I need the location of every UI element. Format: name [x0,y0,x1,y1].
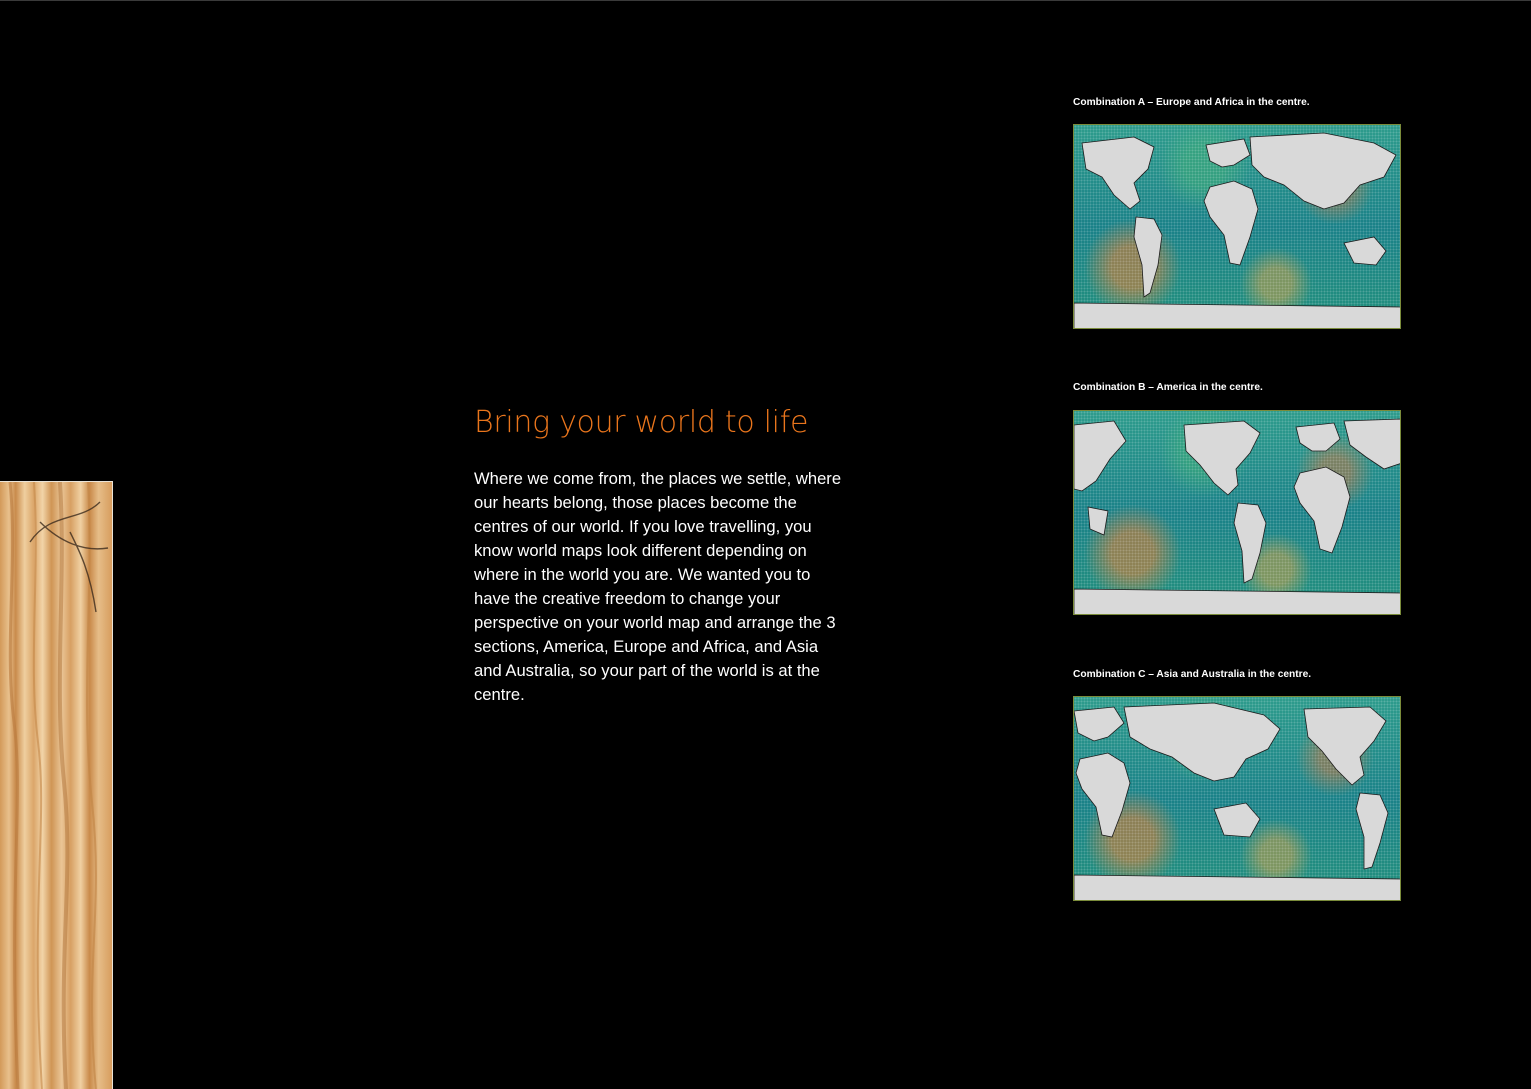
combination-c-caption: Combination C – Asia and Australia in the centre. [1073,669,1312,680]
world-map-europe-africa-centre [1074,125,1401,329]
wood-photo [0,481,113,1089]
world-map-asia-australia-centre [1074,697,1401,901]
article-heading: Bring your world to life [474,405,809,440]
combination-c-map [1073,696,1401,901]
combination-a-caption: Combination A – Europe and Africa in the centre. [1073,97,1310,108]
top-rule [0,0,1531,1]
combination-a-map [1073,124,1401,329]
combination-b-map [1073,410,1401,615]
wood-grain [0,482,112,1089]
world-map-america-centre [1074,411,1401,615]
article-body: Where we come from, the places we settle, where our hearts belong, those places become the centres of our world. If you love travelling, you know world maps look different depending on where in the world you are. We wanted you to have the creative freedom to change your perspective on your world map and arrange the 3 sections, America, Europe and Africa, and Asia and Australia, so your part of the world is at the centre. [474,469,842,704]
combination-b-caption: Combination B – America in the centre. [1073,382,1263,393]
